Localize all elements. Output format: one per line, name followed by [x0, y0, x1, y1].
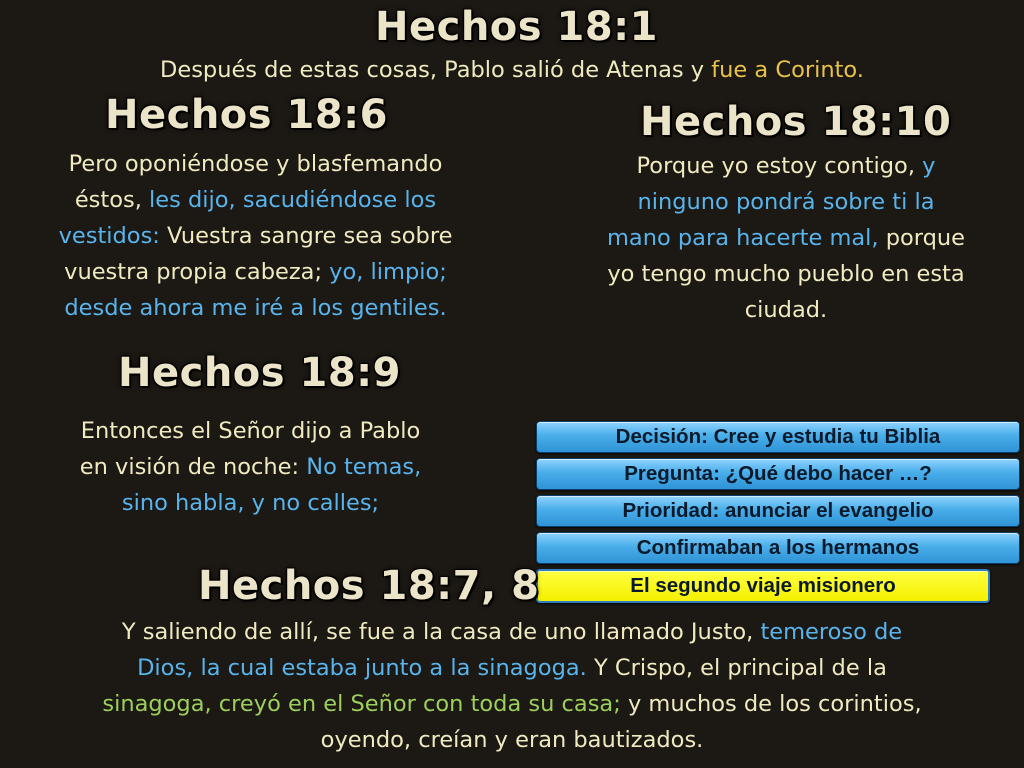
priority-button[interactable]: Prioridad: anunciar el evangelio: [536, 495, 1020, 527]
verse-text-run: Porque yo estoy contigo,: [636, 153, 923, 179]
verse-text-run: y: [922, 153, 936, 179]
heading-hechos-18-9: Hechos 18:9: [118, 350, 401, 396]
verse-text-run: sinagoga, creyó en el Señor con toda su casa;: [102, 691, 628, 717]
verse-text-run: fue a Corinto.: [711, 57, 864, 83]
verse-text-run: ninguno pondrá sobre ti la: [637, 189, 935, 215]
heading-hechos-18-1: Hechos 18:1: [375, 4, 658, 50]
verse-text-run: ciudad.: [744, 297, 828, 323]
verse-text-run: No temas,: [306, 454, 422, 480]
verse-text-run: sino habla, y no calles;: [121, 490, 380, 516]
verse-text-run: Y Crispo, el principal de la: [593, 655, 887, 681]
verse-text-run: les dijo, sacudiéndose los: [149, 187, 437, 213]
confirm-brothers-button[interactable]: Confirmaban a los hermanos: [536, 532, 1020, 564]
verse-text-run: temeroso de: [760, 619, 903, 645]
verse-text-run: oyendo, creían y eran bautizados.: [320, 727, 704, 753]
second-journey-button[interactable]: El segundo viaje misionero: [536, 569, 990, 603]
heading-hechos-18-10: Hechos 18:10: [640, 99, 952, 145]
verse-text-run: desde ahora me iré a los gentiles.: [64, 295, 447, 321]
verse-text-run: yo, limpio;: [329, 259, 447, 285]
verse-hechos-18-9: [18, 413, 483, 521]
verse-hechos-18-7-8: [0, 614, 1024, 758]
verse-hechos-18-6: [8, 146, 503, 326]
topic-button-stack: [536, 421, 1020, 608]
verse-text-run: Vuestra sangre sea sobre: [167, 223, 453, 249]
verse-text-run: Dios, la cual estaba junto a la sinagoga.: [137, 655, 594, 681]
verse-text-run: Pero oponiéndose y blasfemando: [68, 151, 443, 177]
verse-text-run: éstos,: [74, 187, 150, 213]
verse-text-run: mano para hacerte mal,: [606, 225, 886, 251]
verse-hechos-18-1: [0, 52, 1024, 88]
verse-text-run: Entonces el Señor dijo a Pablo: [80, 418, 421, 444]
heading-hechos-18-6: Hechos 18:6: [105, 92, 388, 138]
verse-text-run: Después de estas cosas, Pablo salió de Atenas y: [160, 57, 712, 83]
heading-hechos-18-7-8: Hechos 18:7, 8: [198, 563, 540, 609]
verse-text-run: Y saliendo de allí, se fue a la casa de uno llamado Justo,: [121, 619, 761, 645]
verse-text-run: en visión de noche:: [79, 454, 307, 480]
decision-button[interactable]: Decisión: Cree y estudia tu Biblia: [536, 421, 1020, 453]
question-button[interactable]: Pregunta: ¿Qué debo hacer …?: [536, 458, 1020, 490]
verse-hechos-18-10: [562, 148, 1010, 328]
verse-text-run: vuestra propia cabeza;: [64, 259, 330, 285]
verse-text-run: yo tengo mucho pueblo en esta: [607, 261, 965, 287]
verse-text-run: porque: [885, 225, 966, 251]
verse-text-run: vestidos:: [58, 223, 168, 249]
verse-text-run: y muchos de los corintios,: [627, 691, 922, 717]
